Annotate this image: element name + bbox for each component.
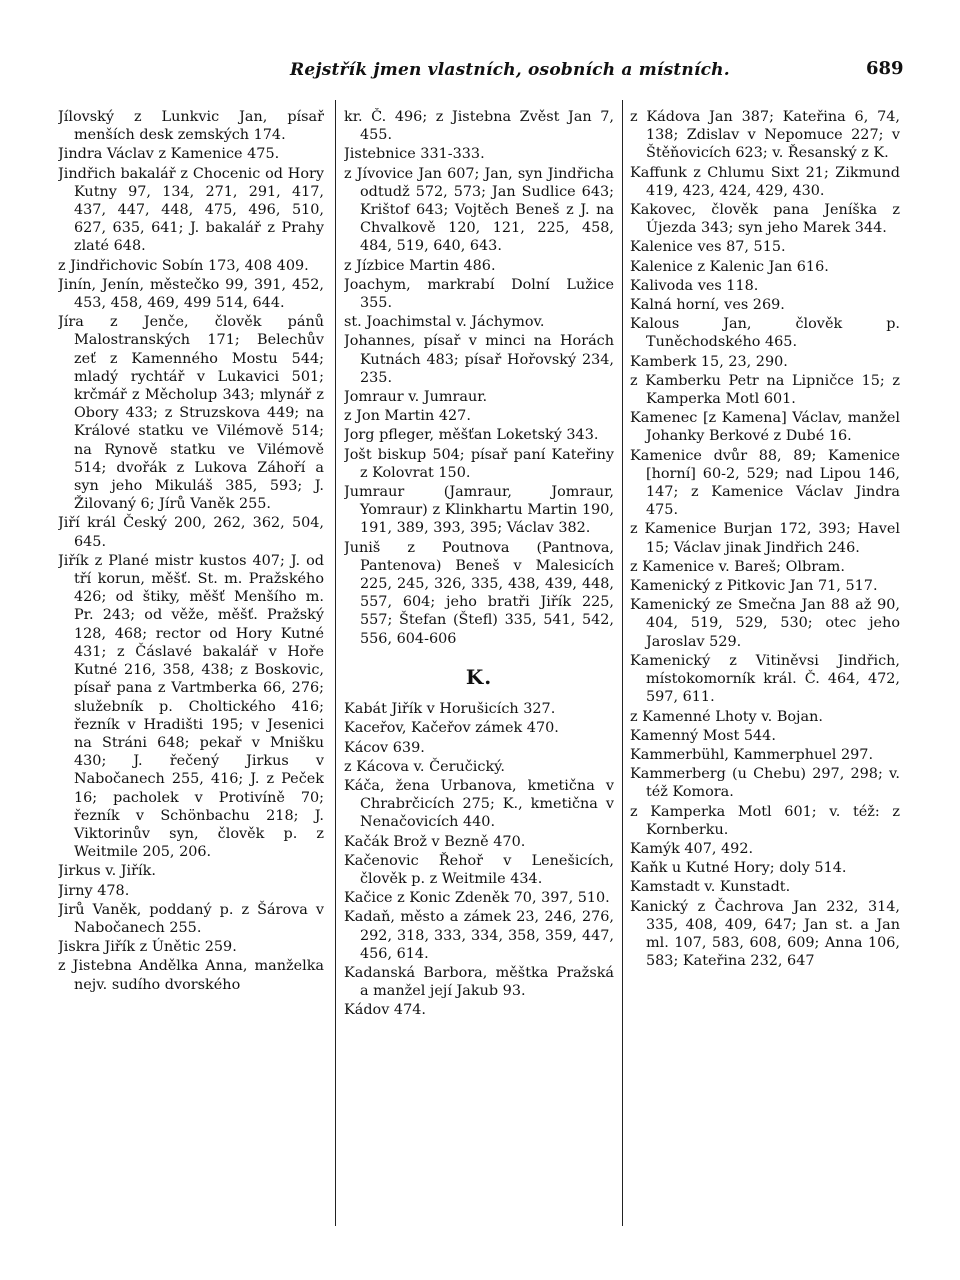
index-entry: Kamenický z Vitiněvsi Jindřich, místokomorník král. Č. 464, 472, 597, 611. [630, 652, 900, 706]
index-entry: Jílovský z Lunkvic Jan, písař menších desk zemských 174. [58, 109, 324, 144]
index-entry: Jindra Václav z Kamenice 475. [58, 146, 280, 163]
column-middle [344, 108, 614, 1233]
index-entry: z Jindřichovic Sobín 173, 408 409. [58, 257, 309, 274]
column-left [58, 108, 324, 1233]
index-entry: Jirů Vaněk, poddaný p. z Šárova v Nabočanech 255. [58, 901, 324, 936]
index-entry: Kamenický ze Smečna Jan 88 až 90, 404, 519, 529, 530; otec jeho Jaroslav 529. [630, 597, 900, 650]
index-entry: Jirkus v. Jiřík. [58, 863, 156, 880]
page-header [0, 58, 960, 88]
index-entry: Kabát Jiřík v Horušicích 327. [344, 701, 556, 718]
index-entry: Kaňk u Kutné Hory; doly 514. [630, 860, 847, 877]
index-entry: Kammerberg (u Chebu) 297, 298; v. též Komora. [630, 766, 900, 801]
index-entry: Kalivoda ves 118. [630, 277, 759, 294]
index-entry: Kádov 474. [344, 1002, 426, 1019]
index-entry: Kamenný Most 544. [630, 727, 776, 744]
index-entry: Juniš z Poutnova (Pantnova, Pantenova) Beneš v Malesicích 225, 245, 326, 335, 438, 439, 448, 557, 604; jeho bratři Jiřík 225, 557; Štefan (Štefl) 335, 541, 542, 556, 604-606 [344, 539, 614, 647]
index-entry: Joachym, markrabí Dolní Lužice 355. [344, 276, 614, 312]
column-right [630, 108, 900, 1233]
index-entry: z Kamperka Motl 601; v. též: z Kornberku. [630, 803, 900, 838]
column-divider [335, 100, 336, 1226]
index-entry: z Kamenné Lhoty v. Bojan. [630, 708, 823, 725]
index-entry: st. Joachimstal v. Jáchymov. [344, 314, 545, 331]
page-number: 689 [866, 58, 904, 79]
index-entry: Kanický z Čachrova Jan 232, 314, 335, 408, 409, 647; Jan st. a Jan ml. 107, 583, 608, 609; Anna 106, 583; Kateřina 232, 647 [630, 898, 900, 970]
index-entry: z Jívovice Jan 607; Jan, syn Jindřicha odtudž 572, 573; Jan Sudlice 643; Krištof 643; Vojtěch Beneš z J. na Chvalkově 120, 121, 225, 458, 484, 519, 640, 643. [344, 165, 614, 255]
index-entry: z Kamberku Petr na Lipničce 15; z Kamperka Motl 601. [630, 372, 900, 408]
index-entry: Kamenice dvůr 88, 89; Kamenice [horní] 60-2, 529; nad Lipou 146, 147; z Kamenice Václav Jindra 475. [630, 447, 900, 519]
index-entry: Jošt biskup 504; písař paní Kateřiny z Kolovrat 150. [344, 446, 614, 481]
index-entry: Kačenovic Řehoř v Lenešicích, člověk p. z Weitmile 434. [344, 852, 614, 887]
index-entry: Kamberk 15, 23, 290. [630, 353, 788, 370]
index-entry: Jumraur (Jamraur, Jomraur, Yomraur) z Klinkhartu Martin 190, 191, 389, 393, 395; Václav 382. [344, 484, 614, 537]
index-entry: z Kádova Jan 387; Kateřina 6, 74, 138; Zdislav v Nepomuce 227; v Štěňovicích 623; v. Řesanský z K. [630, 109, 900, 162]
index-entry: Kamenický z Pitkovic Jan 71, 517. [630, 578, 878, 595]
index-entry: Kácov 639. [344, 739, 425, 756]
index-entry: Kalenice z Kalenic Jan 616. [630, 258, 829, 275]
index-entry: Kammerbühl, Kammerphuel 297. [630, 746, 874, 763]
index-entry: z Jistebna Andělka Anna, manželka nejv. sudího dvorského [58, 958, 324, 993]
index-entry: Jorg pfleger, měšťan Loketský 343. [344, 427, 599, 444]
index-entry: Jindřich bakalář z Chocenic od Hory Kutny 97, 134, 271, 291, 417, 437, 447, 448, 475, 496, 510, 627, 635, 641; J. bakalář z Prahy zlaté 648. [58, 165, 324, 255]
index-entry: Kamenec [z Kamena] Václav, manžel Johanky Berkové z Dubé 16. [630, 410, 900, 445]
index-entry: Kačák Brož v Bezně 470. [344, 833, 526, 850]
index-entry: Kaceřov, Kačeřov zámek 470. [344, 720, 559, 737]
index-entry: z Kamenice v. Bareš; Olbram. [630, 558, 845, 575]
index-entry: z Jon Martin 427. [344, 408, 471, 425]
index-entry: Kalenice ves 87, 515. [630, 239, 786, 256]
column-middle-entries-a [344, 108, 614, 648]
index-entry: Kaffunk z Chlumu Sixt 21; Zikmund 419, 423, 424, 429, 430. [630, 164, 900, 199]
section-letter: K. [465, 664, 493, 689]
index-entry: Kamstadt v. Kunstadt. [630, 879, 791, 896]
index-entry: Kadaň, město a zámek 23, 246, 276, 292, 318, 333, 334, 358, 359, 447, 456, 614. [344, 909, 614, 962]
index-entry: Jíra z Jenče, člověk pánů Malostranských 171; Belechův zeť z Kamenného Mostu 544; mladý rychtář v Lukavici 501; krčmář z Měcholup 343; mlynář z Obory 433; z Struzskova 449; na Králové statku ve Vilémově 514; na Rynově statku ve Vilémově 514; dvořák z Lukova Záhoří a syn jeho Mikuláš 385, 593; J. Žilovaný 6; Jírů Vaněk 255. [58, 314, 324, 513]
index-entry: Kačice z Konic Zdeněk 70, 397, 510. [344, 890, 610, 907]
index-entry: Jirny 478. [58, 882, 130, 899]
index-entry: Jistebnice 331-333. [344, 146, 485, 163]
index-entry: Kamýk 407, 492. [630, 840, 754, 857]
index-entry: Jiřík z Plané mistr kustos 407; J. od tří korun, měšť. St. m. Pražského 426; od štiky, měšť Menšího m. Pr. 243; od věže, měšť. Pražský 128, 468; rector od Hory Kutné 431; z Čáslavé bakalář v Hoře Kutné 216, 358, 438; z Boskovic, písař pana z Vartmberka 66, 276; služebník p. Choltického 416; řezník v Hradišti 195; v Jesenici na Stráni 648; pekař v Mnišku 430; J. řečený Jirkus v Nabočanech 255, 416; J. z Peček 16; pacholek v Protivíně 70; řezník v Schönbachu 218; J. Viktorinův syn, člověk p. z Weitmile 205, 206. [58, 552, 324, 861]
index-entry: Kakovec, člověk pana Jeníška z Újezda 343; syn jeho Marek 344. [630, 202, 900, 237]
index-entry: Káča, žena Urbanova, kmetična v Chrabrčicích 275; K., kmetična v Nenačovicích 440. [344, 777, 614, 831]
index-entry: z Kamenice Burjan 172, 393; Havel 15; Václav jinak Jindřich 246. [630, 521, 900, 556]
column-divider [622, 100, 623, 1226]
index-entry: Jomraur v. Jumraur. [344, 389, 488, 406]
index-entry: Kadanská Barbora, měštka Pražská a manžel její Jakub 93. [344, 964, 614, 1000]
index-entry: Jiří král Český 200, 262, 362, 504, 645. [58, 515, 324, 550]
index-entry: kr. Č. 496; z Jistebna Zvěst Jan 7, 455. [344, 109, 614, 144]
index-entry: Kalná horní, ves 269. [630, 297, 785, 314]
index-entry: Jiskra Jiřík z Únětic 259. [58, 939, 237, 956]
index-entry: Kalous Jan, člověk p. Tuněchodského 465. [630, 316, 900, 351]
index-entry: z Jízbice Martin 486. [344, 257, 496, 274]
index-entry: Johannes, písař v minci na Horách Kutnách 483; písař Hořovský 234, 235. [344, 333, 614, 386]
running-title: Rejstřík jmen vlastních, osobních a místních. [290, 60, 730, 80]
column-middle-entries-b [344, 700, 614, 1019]
index-entry: z Kácova v. Čeručický. [344, 758, 505, 775]
index-entry: Jinín, Jenín, městečko 99, 391, 452, 453, 458, 469, 499 514, 644. [58, 276, 324, 312]
